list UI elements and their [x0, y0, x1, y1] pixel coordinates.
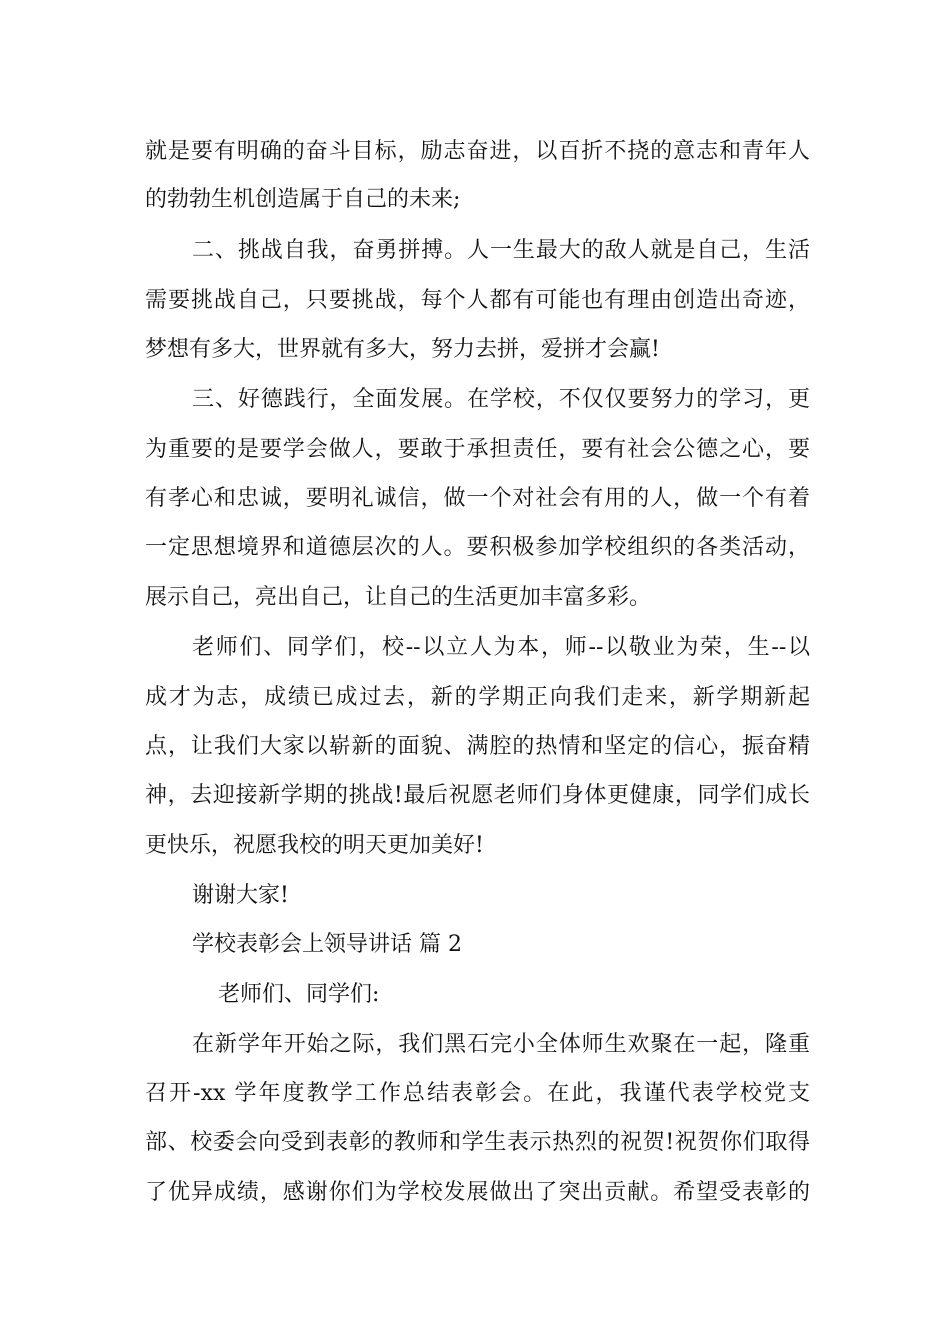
- text-line: 谢谢大家!: [192, 883, 289, 908]
- text-line: 召开-xx 学年度教学工作总结表彰会。在此，我谨代表学校党支: [145, 1081, 810, 1106]
- text-line: 老师们、同学们:: [218, 982, 380, 1007]
- text-line: 有孝心和忠诚，要明礼诚信，做一个对社会有用的人，做一个有着: [145, 486, 810, 511]
- text-line: 神，去迎接新学期的挑战!最后祝愿老师们身体更健康，同学们成长: [145, 783, 810, 808]
- text-line: 二、挑战自我，奋勇拼搏。人一生最大的敌人就是自己，生活: [192, 238, 810, 263]
- text-line: 为重要的是要学会做人，要敢于承担责任，要有社会公德之心，要: [145, 437, 810, 462]
- text-line: 需要挑战自己，只要挑战，每个人都有可能也有理由创造出奇迹，: [145, 288, 810, 313]
- text-line: 一定思想境界和道德层次的人。要积极参加学校组织的各类活动，: [145, 535, 810, 560]
- text-line: 更快乐，祝愿我校的明天更加美好!: [145, 833, 484, 858]
- text-line: 部、校委会向受到表彰的教师和学生表示热烈的祝贺!祝贺你们取得: [145, 1130, 810, 1155]
- text-line: 老师们、同学们，校--以立人为本，师--以敬业为荣，生--以: [192, 635, 810, 660]
- text-line: 在新学年开始之际，我们黑石完小全体师生欢聚在一起，隆重: [192, 1032, 810, 1057]
- text-line: 展示自己，亮出自己，让自己的生活更加丰富多彩。: [145, 585, 652, 610]
- text-line: 的勃勃生机创造属于自己的未来;: [145, 187, 461, 212]
- text-line: 三、好德践行，全面发展。在学校，不仅仅要努力的学习，更: [192, 387, 810, 412]
- text-line: 点，让我们大家以崭新的面貌、满腔的热情和坚定的信心，振奋精: [145, 734, 810, 759]
- section-heading: 学校表彰会上领导讲话 篇 2: [192, 932, 462, 957]
- text-line: 成才为志，成绩已成过去，新的学期正向我们走来，新学期新起: [145, 685, 810, 710]
- text-line: 就是要有明确的奋斗目标，励志奋进，以百折不挠的意志和青年人: [145, 139, 810, 164]
- text-line: 了优异成绩，感谢你们为学校发展做出了突出贡献。希望受表彰的: [145, 1180, 810, 1205]
- text-line: 梦想有多大，世界就有多大，努力去拼，爱拼才会赢!: [145, 337, 660, 362]
